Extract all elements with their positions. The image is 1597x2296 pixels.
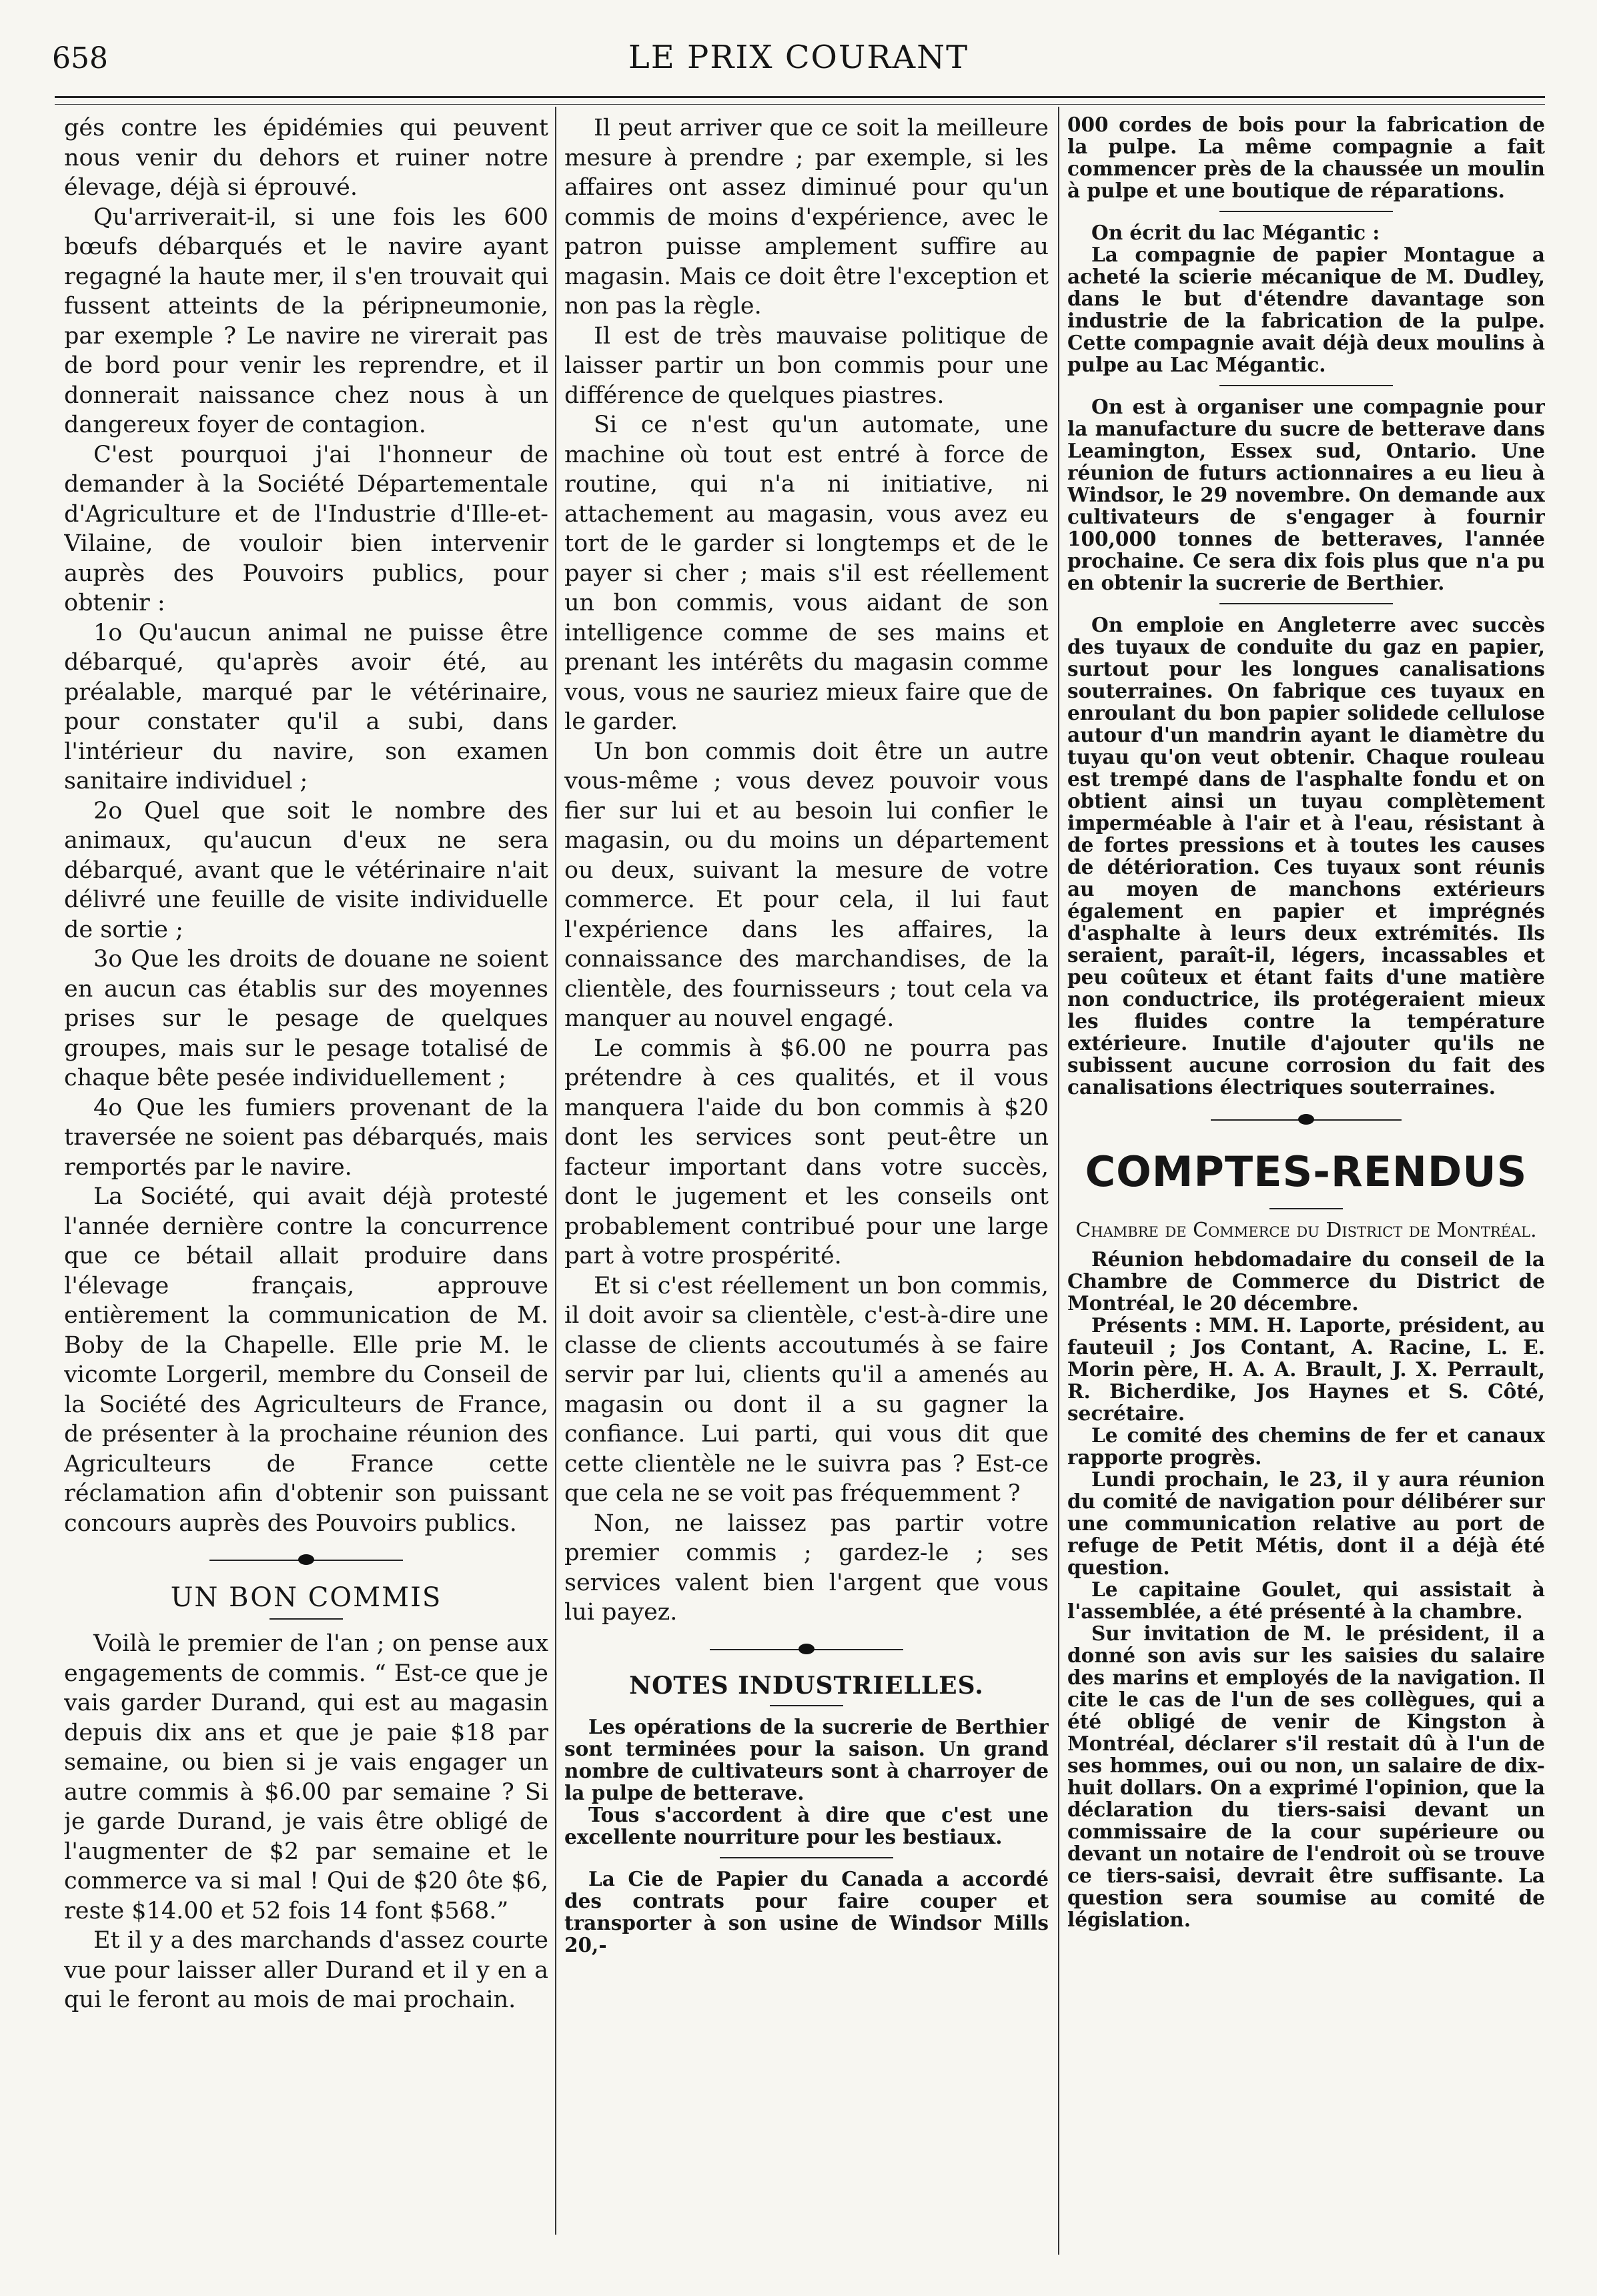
article-paragraph: Et si c'est réellement un bon commis, il doit avoir sa clientèle, c'est-à-dire une classe de clients accoutumés à se faire servir par lui, clients qu'il a amenés au magasin ou dont il a su gagner la confiance. Lui parti, qui vous dit que cette clientèle ne le suivra pas ? Est-ce que cela ne se voit pas fréquemment ?: [564, 1272, 1049, 1507]
header-rule: [55, 96, 1545, 98]
article-paragraph: Le comité des chemins de fer et canaux rapporte progrès.: [1067, 1423, 1545, 1469]
section-rule: [1219, 385, 1393, 386]
article-paragraph: 4o Que les fumiers provenant de la traversée ne soient pas débarqués, mais remportés par le navire.: [64, 1094, 548, 1181]
article-paragraph: Le capitaine Goulet, qui assistait à l'assemblée, a été présenté à la chambre.: [1067, 1578, 1545, 1623]
article-paragraph: C'est pourquoi j'ai l'honneur de demander à la Société Départementale d'Agriculture et de l'Industrie d'Ille-et-Vilaine, de vouloir bien intervenir auprès des Pouvoirs publics, pour obtenir :: [64, 441, 548, 616]
article-paragraph: Il est de très mauvaise politique de laisser partir un bon commis pour une différence de quelques piastres.: [564, 322, 1049, 409]
article-paragraph: On écrit du lac Mégantic :: [1091, 221, 1380, 244]
section-title-notes-industrielles: NOTES INDUSTRIELLES.: [629, 1671, 984, 1700]
article-paragraph: Réunion hebdomadaire du conseil de la Chambre de Commerce du District de Montréal, le 20 décembre.: [1067, 1247, 1545, 1315]
article-paragraph: 3o Que les droits de douane ne soient en aucun cas établis sur des moyennes prises sur le pesage de quelques groupes, mais sur le pesage totalisé de chaque bête pesée individuellement ;: [64, 946, 548, 1091]
article-paragraph: Si ce n'est qu'un automate, une machine où tout est entré à force de routine, qui n'a ni initiative, ni attachement au magasin, vous avez eu tort de le garder si longtemps et de le payer si cher ; mais s'il est réellement un bon commis, vous aidant de son intelligence comme de ses mains et prenant les intérêts du magasin comme vous, vous ne sauriez mieux faire que de le garder.: [564, 412, 1049, 735]
section-rule: [1269, 1208, 1343, 1209]
article-paragraph: Sur invitation de M. le président, il a donné son avis sur les saisies du salaire des marins et employés de la navigation. Il cite le cas de l'un de ses collègues, qui a été obligé de venir de Kingston à Montréal, déclarer s'il restait dû à l'un de ses hommes, oui ou non, un salaire de dix-huit dollars. On a exprimé l'opinion, que la déclaration du tiers-saisi devant un commissaire de la cour supérieure ou devant un notaire de l'endroit où se trouve ce tiers-saisi, devrait être suffisante. La question sera soumise au comité de législation.: [1067, 1622, 1545, 1931]
article-paragraph: Tous s'accordent à dire que c'est une excellente nourriture pour les bestiaux.: [564, 1802, 1049, 1848]
column-divider: [555, 107, 556, 2235]
article-paragraph: Voilà le premier de l'an ; on pense aux engagements de commis. “ Est-ce que je vais garder Durand, qui est au magasin depuis dix ans et que je paie $18 par semaine, ou bien si je vais engager un autre commis à $6.00 par semaine ? Si je garde Durand, je vais être obligé de l'augmenter de $2 par semaine et le commerce va si mal ! Qui de $20 ôte $6, reste $14.00 et 52 fois 14 font $568.”: [64, 1630, 548, 1924]
header-rule-thin: [55, 104, 1545, 105]
section-ornament: [564, 1640, 1049, 1660]
section-rule: [270, 1618, 343, 1620]
chambre-commerce-heading: Chambre de Commerce du District de Montréal.: [1075, 1219, 1537, 1242]
section-ornament: [1067, 1110, 1545, 1130]
article-paragraph: Et il y a des marchands d'assez courte vue pour laisser aller Durand et il y en a qui le feront au mois de mai prochain.: [64, 1927, 548, 2013]
article-paragraph: gés contre les épidémies qui peuvent nous venir du dehors et ruiner notre élevage, déjà si éprouvé.: [64, 115, 548, 201]
column-left: [64, 113, 548, 2261]
article-paragraph: La Société, qui avait déjà protesté l'année dernière contre la concurrence que ce bétail allait produire dans l'élevage français, approuve entièrement la communication de M. Boby de la Chapelle. Elle prie M. le vicomte Lorgeril, membre du Conseil de la Société des Agriculteurs de France, de présenter à la prochaine réunion des Agriculteurs de France cette réclamation afin d'obtenir son puissant concours auprès des Pouvoirs publics.: [64, 1183, 548, 1537]
section-rule: [720, 1857, 893, 1858]
section-title-bon-commis: UN BON COMMIS: [170, 1582, 442, 1613]
article-paragraph: On emploie en Angleterre avec succès des tuyaux de conduite du gaz en papier, surtout pour les longues canalisations souterraines. On fabrique ces tuyaux en enroulant du bon papier solidede cellulose autour d'un mandrin ayant le diamètre du tuyau qu'on veut obtenir. Chaque rouleau est trempé dans de l'asphalte fondu et on obtient ainsi un tuyau complètement imperméable à l'air et à l'eau, résistant à de fortes pressions et à toutes les causes de détérioration. Ces tuyaux sont réunis au moyen de manchons extérieurs également en papier et imprégnés d'asphalte à leurs deux extrémités. Ils seraient, paraît-il, légers, incassables et peu coûteux et étant faits d'une matière non conductrice, ils protégeraient mieux les fluides contre la température extérieure. Inutile d'ajouter qu'ils ne subissent aucune corrosion du fait des canalisations électriques souterraines.: [1067, 613, 1545, 1099]
article-paragraph: Les opérations de la sucrerie de Berthier sont terminées pour la saison. Un grand nombre de cultivateurs sont à charroyer de la pulpe de betterave.: [564, 1714, 1049, 1804]
article-paragraph: On est à organiser une compagnie pour la manufacture du sucre de betterave dans Leamington, Essex sud, Ontario. Une réunion de futurs actionnaires a eu lieu à Windsor, le 29 novembre. On demande aux cultivateurs de s'engager à fournir 100,000 tonnes de betteraves, l'année prochaine. Ce sera dix fois plus que n'a pu en obtenir la sucrerie de Berthier.: [1067, 395, 1545, 594]
article-paragraph: Non, ne laissez pas partir votre premier commis ; gardez-le ; ses services valent bien l'argent que vous lui payez.: [564, 1510, 1049, 1626]
column-divider: [1058, 107, 1059, 2255]
article-paragraph: Il peut arriver que ce soit la meilleure mesure à prendre ; par exemple, si les affaires ont assez diminué pour qu'un commis de moins d'expérience, avec le patron puisse amplement suffire au magasin. Mais ce doit être l'exception et non pas la règle.: [564, 115, 1049, 320]
journal-title: LE PRIX COURANT: [628, 39, 969, 76]
article-paragraph: Le commis à $6.00 ne pourra pas prétendre à ces qualités, et il vous manquera l'aide du bon commis à $20 dont les services sont peut-être un facteur important dans votre succès, dont le jugement et les conseils ont probablement contribué pour une large part à votre prospérité.: [564, 1035, 1049, 1269]
column-middle: [564, 113, 1049, 2261]
column-right: [1067, 113, 1545, 2268]
article-paragraph: Lundi prochain, le 23, il y aura réunion du comité de navigation pour délibérer sur une communication relative au port de refuge de Petit Métis, dont il a déjà été question.: [1067, 1468, 1545, 1579]
section-rule: [770, 1705, 843, 1706]
article-paragraph: La compagnie de papier Montague a acheté la scierie mécanique de M. Dudley, dans le but d'étendre davantage son industrie de la fabrication de la pulpe. Cette compagnie avait déjà deux moulins à pulpe au Lac Mégantic.: [1067, 243, 1545, 376]
section-rule: [1219, 603, 1393, 604]
article-paragraph: 2o Quel que soit le nombre des animaux, qu'aucun d'eux ne sera débarqué, avant que le vétérinaire n'ait délivré une feuille de visite individuelle de sortie ;: [64, 797, 548, 943]
article-paragraph: Présents : MM. H. Laporte, président, au fauteuil ; Jos Contant, A. Racine, L. E. Morin père, H. A. A. Brault, J. X. Perrault, R. Bicherdike, Jos Haynes et S. Côté, secrétaire.: [1067, 1313, 1545, 1425]
article-paragraph: Qu'arriverait-il, si une fois les 600 bœufs débarqués et le navire ayant regagné la haute mer, il s'en trouvait qui fussent atteints de la péripneumonie, par exemple ? Le navire ne virerait pas de bord pour venir les reprendre, et il donnerait naissance chez nous à un dangereux foyer de contagion.: [64, 203, 548, 438]
article-paragraph: Un bon commis doit être un autre vous-même ; vous devez pouvoir vous fier sur lui et au besoin lui confier le magasin, ou du moins un département ou deux, suivant la mesure de votre commerce. Et pour cela, il lui faut l'expérience dans les affaires, la connaissance des marchandises, de la clientèle, des fournisseurs ; tout cela va manquer au nouvel engagé.: [564, 738, 1049, 1032]
article-paragraph: 1o Qu'aucun animal ne puisse être débarqué, qu'après avoir été, au préalable, marqué par le vétérinaire, pour constater qu'il a subi, dans l'intérieur du navire, son examen sanitaire individuel ;: [64, 619, 548, 794]
page-header: [0, 32, 1597, 79]
section-ornament: [64, 1550, 548, 1570]
page-number: 658: [52, 41, 108, 75]
article-paragraph: La Cie de Papier du Canada a accordé des contrats pour faire couper et transporter à son usine de Windsor Mills 20,-: [564, 1866, 1049, 1956]
section-title-comptes-rendus: COMPTES-RENDUS: [1085, 1147, 1528, 1196]
article-paragraph: 000 cordes de bois pour la fabrication de la pulpe. La même compagnie a fait commencer près de la chaussée un moulin à pulpe et une boutique de réparations.: [1067, 113, 1545, 202]
section-rule: [1219, 211, 1393, 212]
